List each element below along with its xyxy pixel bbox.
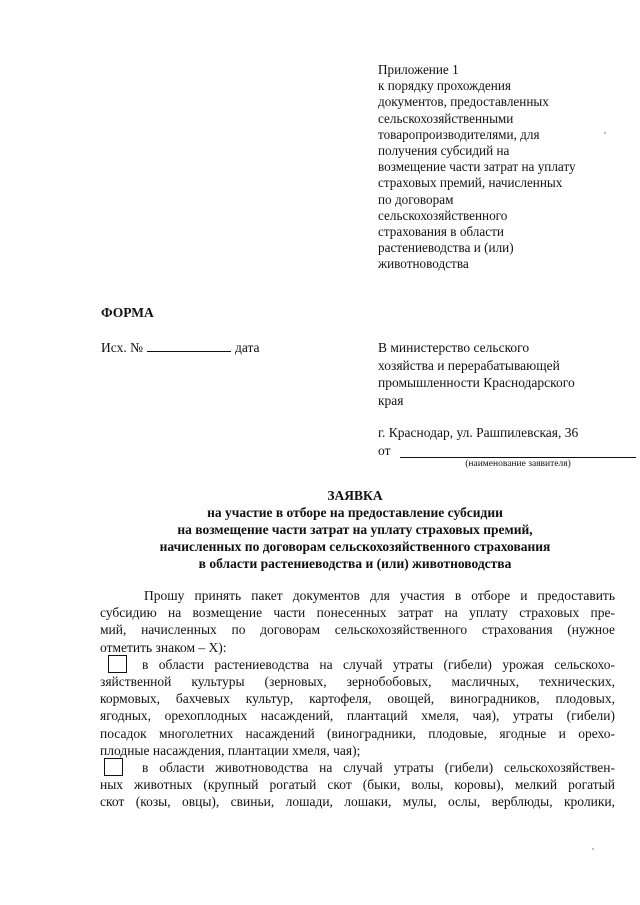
annex-line: сельскохозяйственными (378, 110, 514, 126)
addressee-line: промышленности Краснодарского (378, 375, 575, 390)
addressee-line: В министерство сельского (378, 340, 530, 355)
body-line: Прошу принять пакет документов для участия в отборе и предоставить (144, 588, 615, 603)
annex-line: страховых премий, начисленных (378, 175, 563, 191)
document-title (70, 487, 640, 572)
body-line: кормовых, бахчевых культур, картофеля, овощей, виноградников, плодовых, (100, 691, 615, 707)
annex-line: получения субсидий на (378, 143, 510, 159)
annex-line: страхования в области (378, 224, 504, 240)
annex-line: возмещение части затрат на уплату (378, 159, 576, 175)
annex-block (378, 62, 598, 273)
annex-line: по договорам (378, 191, 454, 207)
annex-line: растениеводства и (или) (378, 240, 514, 256)
body-line: мий, начисленных по договорам сельскохозяйственного страхования (нужное (100, 622, 615, 638)
body-line: субсидию на возмещение части понесенных затрат на уплату страховых пре- (100, 605, 615, 621)
annex-line: товаропроизводителями, для (378, 126, 540, 142)
reference-suffix: дата (234, 340, 260, 355)
body-line: посадок многолетних насаждений (виноградники, плодовые, ягодные и орехо- (100, 725, 615, 741)
addressee-line: края (378, 392, 404, 408)
from-label: от (378, 443, 391, 458)
addressee-city: г. Краснодар, ул. Рашпилевская, 36 (378, 425, 579, 440)
body-line-text: в области растениеводства на случай утраты (гибели) урожая сельскохо- (142, 656, 615, 672)
title-line: начисленных по договорам сельскохозяйственного страхования (159, 539, 551, 554)
body-line: плодные насаждения, плантации хмеля, чая); (100, 742, 361, 758)
annex-line: Приложение 1 (378, 62, 459, 77)
body-line: ных животных (крупный рогатый скот (быки, волы, коровы), мелкий рогатый (100, 777, 615, 793)
applicant-name-blank[interactable] (400, 457, 636, 458)
form-label: ФОРМА (101, 305, 154, 320)
reference-prefix: Исх. № (101, 340, 143, 355)
body-line: ягодных, орехоплодных насаждений, плантаций хмеля, чая), утраты (гибели) (100, 708, 615, 724)
reference-number-blank[interactable] (147, 339, 231, 352)
option-livestock-first-line (100, 759, 615, 776)
addressee-line: хозяйства и перерабатывающей (378, 357, 560, 373)
applicant-caption: (наименование заявителя) (465, 459, 571, 469)
body-line: скот (козы, овцы), свиньи, лошади, лошаки, мулы, ослы, верблюды, кролики, (100, 794, 615, 810)
option-crop-first-line (100, 656, 615, 673)
scan-speck (592, 848, 594, 850)
annex-line: к порядку прохождения (378, 78, 511, 94)
annex-line: сельскохозяйственного (378, 207, 508, 223)
addressee-block (378, 339, 618, 409)
livestock-insurance-checkbox[interactable] (104, 758, 123, 776)
body-line: отметить знаком – X): (100, 639, 227, 655)
body-line-text: в области животноводства на случай утраты (гибели) сельскохозяйствен- (142, 759, 615, 775)
annex-line: документов, предоставленных (378, 94, 549, 110)
annex-line: животноводства (378, 256, 469, 272)
applicant-line (378, 443, 390, 459)
title-heading: ЗАЯВКА (327, 488, 383, 503)
title-line: на возмещение части затрат на уплату страховых премий, (177, 522, 533, 537)
crop-insurance-checkbox[interactable] (108, 655, 127, 673)
application-body (100, 587, 615, 810)
reference-line (101, 339, 260, 356)
title-line: в области растениеводства и (или) животноводства (198, 556, 512, 571)
body-line: зяйственной культуры (зерновых, зернобобовых, масличных, технических, (100, 673, 615, 689)
title-line: на участие в отборе на предоставление субсидии (207, 505, 503, 520)
scan-speck (604, 132, 606, 134)
